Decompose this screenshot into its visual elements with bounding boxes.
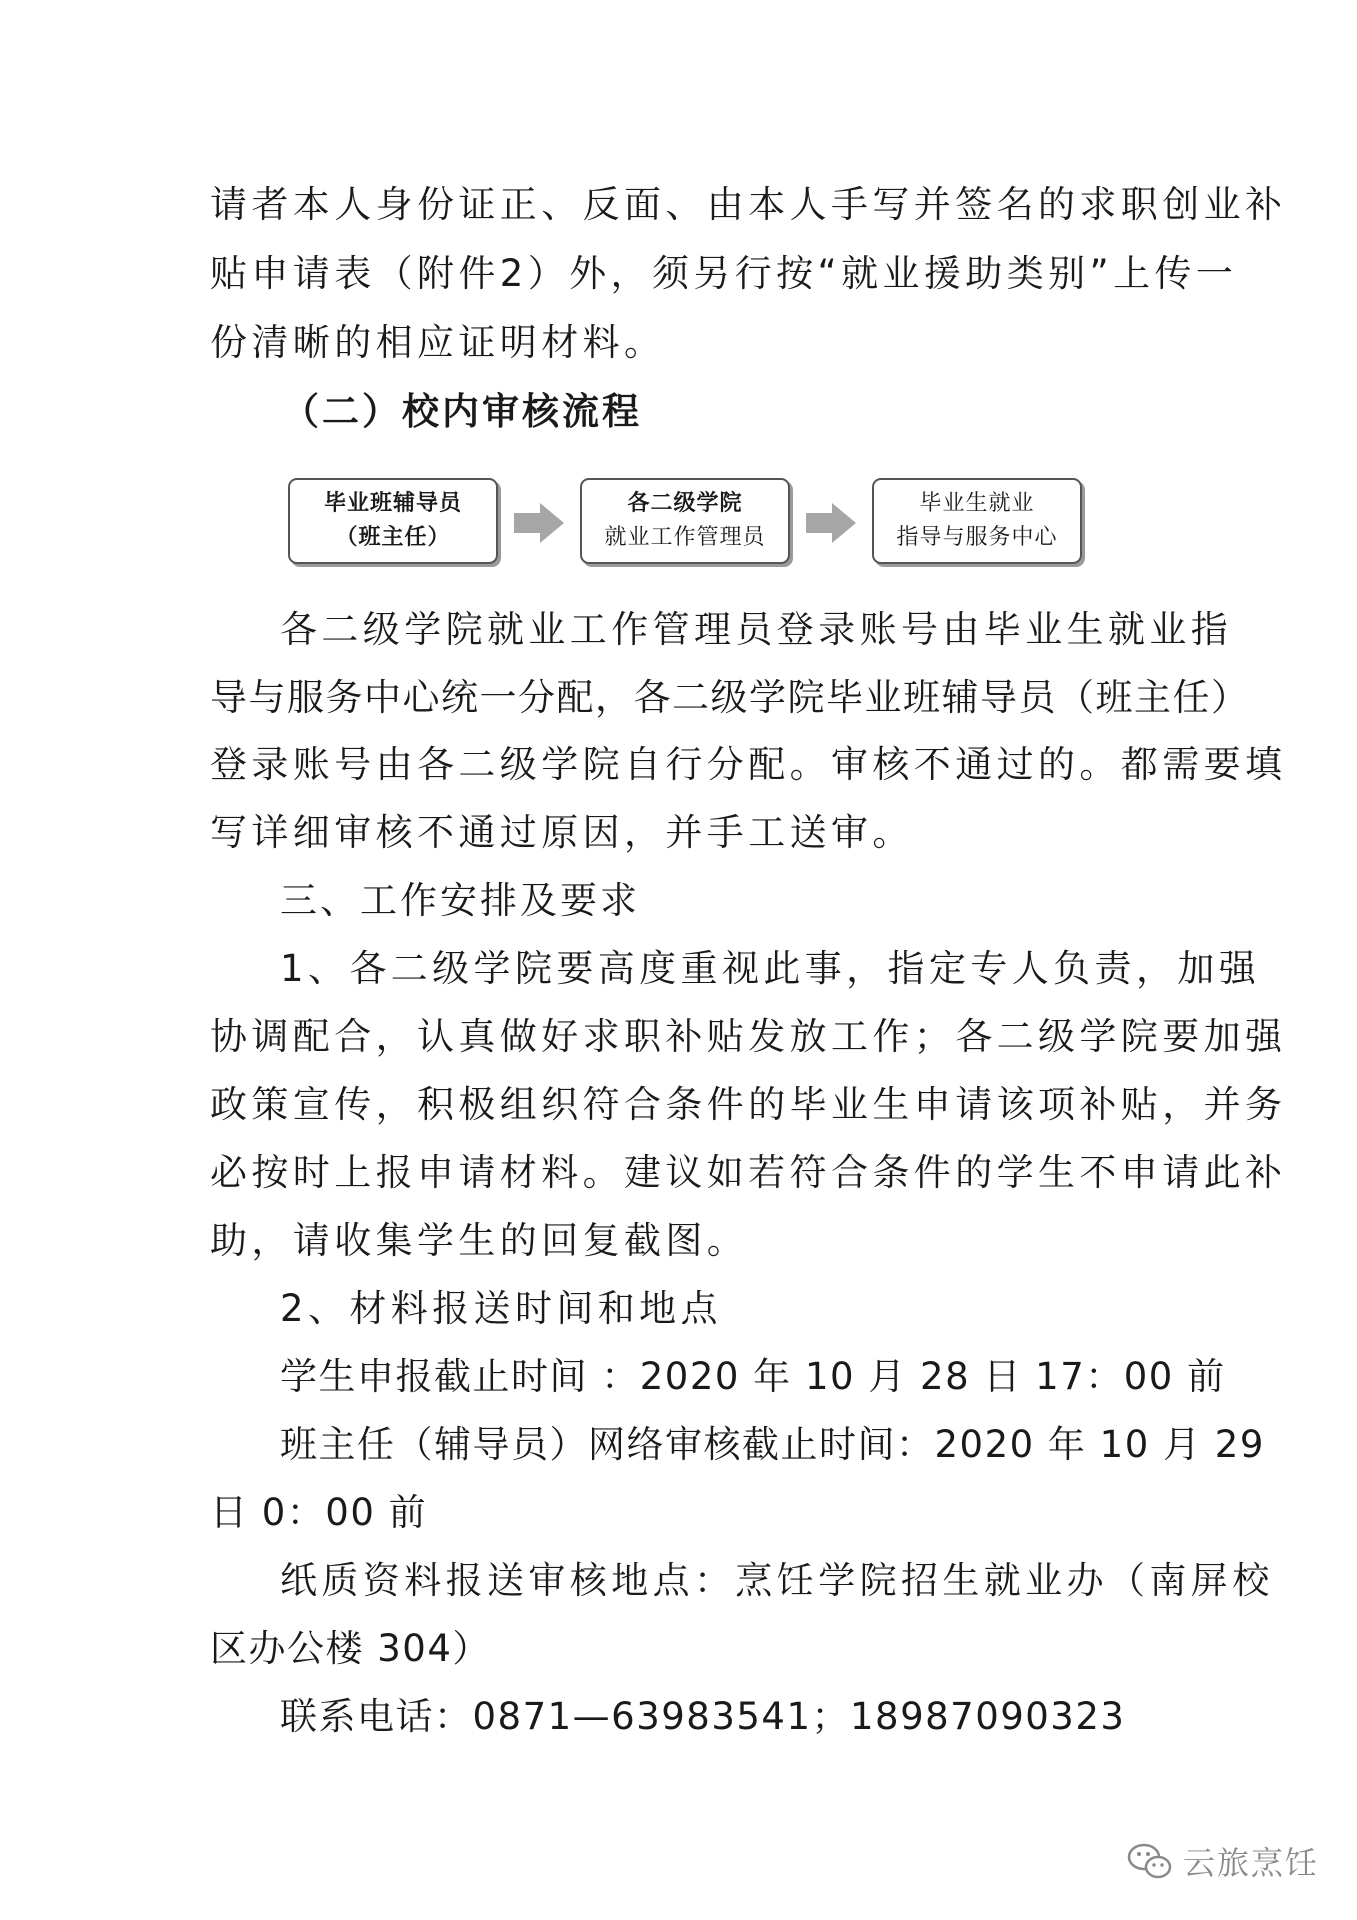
flow-box-label: （班主任）	[335, 525, 451, 550]
flow-box-label: 毕业班辅导员	[323, 491, 462, 516]
location-line: 区办公楼 304）	[210, 1627, 491, 1670]
flow-box-career-center	[872, 478, 1082, 564]
paragraph-line: 各二级学院就业工作管理员登录账号由毕业生就业指	[280, 608, 1233, 651]
paragraph-line: 1、各二级学院要高度重视此事，指定专人负责，加强	[280, 947, 1261, 990]
paragraph-line: 必按时上报申请材料。建议如若符合条件的学生不申请此补	[210, 1151, 1287, 1194]
section-heading: 三、工作安排及要求	[280, 879, 640, 922]
paragraph-line: 贴申请表（附件2）外，须另行按“就业援助类别”上传一	[210, 252, 1238, 295]
paragraph-line: 政策宣传，积极组织符合条件的毕业生申请该项补贴，并务	[210, 1083, 1287, 1126]
paragraph-line: 助，请收集学生的回复截图。	[210, 1219, 749, 1262]
paragraph-line: 请者本人身份证正、反面、由本人手写并签名的求职创业补	[210, 183, 1287, 226]
flow-box-label: 指导与服务中心	[896, 525, 1058, 550]
review-flow-diagram	[288, 478, 1086, 568]
paragraph-line: 协调配合，认真做好求职补贴发放工作；各二级学院要加强	[210, 1015, 1287, 1058]
paragraph-line: 份清晰的相应证明材料。	[210, 321, 666, 364]
paragraph-line: 2、材料报送时间和地点	[280, 1287, 722, 1330]
paragraph-line: 导与服务中心统一分配，各二级学院毕业班辅导员（班主任）	[210, 676, 1250, 719]
paragraph-line: 登录账号由各二级学院自行分配。审核不通过的。都需要填	[210, 743, 1287, 786]
flow-box-label: 毕业生就业	[919, 491, 1035, 516]
flow-box-label: 各二级学院	[627, 491, 743, 516]
watermark-text: 云旅烹饪	[1182, 1844, 1319, 1882]
deadline-teacher: 班主任（辅导员）网络审核截止时间：2020 年 10 月 29	[280, 1423, 1265, 1466]
paragraph-line: 写详细审核不通过原因，并手工送审。	[210, 811, 914, 854]
deadline-student: 学生申报截止时间 ：2020 年 10 月 28 日 17：00 前	[280, 1355, 1226, 1398]
flow-box-counselor	[288, 478, 498, 564]
flow-box-college-admin	[580, 478, 790, 564]
watermark	[1127, 1838, 1319, 1884]
location-line: 纸质资料报送审核地点：烹饪学院招生就业办（南屏校	[280, 1559, 1274, 1602]
wechat-icon	[1127, 1841, 1173, 1881]
section-heading: （二）校内审核流程	[282, 390, 642, 433]
arrow-right-icon	[806, 503, 856, 543]
deadline-teacher-cont: 日 0：00 前	[210, 1491, 428, 1534]
arrow-right-icon	[514, 503, 564, 543]
contact-phone: 联系电话：0871—63983541；18987090323	[280, 1695, 1126, 1738]
flow-box-label: 就业工作管理员	[604, 525, 766, 550]
